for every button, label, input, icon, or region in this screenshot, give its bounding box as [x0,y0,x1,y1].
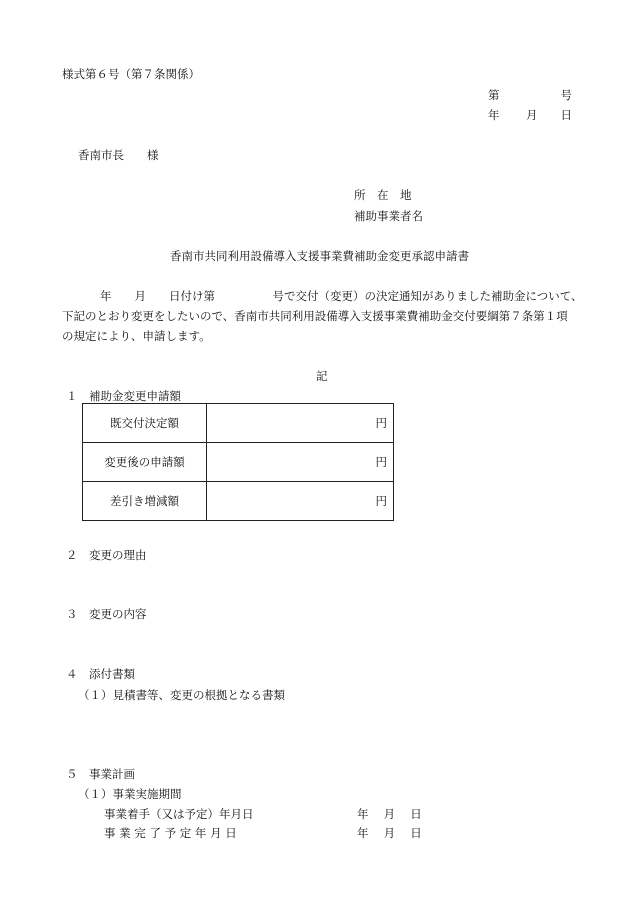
document-title: 香南市共同利用設備導入支援事業費補助金変更承認申請書 [170,249,469,263]
date-year: 年 [488,108,500,122]
start-date-value: 年 月 日 [357,807,422,821]
body-line-1: 年 月 日付け第 号で交付（変更）の決定通知がありました補助金について、 [100,289,583,303]
amount-value-revised: 円 [207,443,394,482]
table-row [83,482,394,521]
amount-label-granted: 既交付決定額 [83,404,207,443]
section-3-title: ３ 変更の内容 [66,607,147,621]
applicant-address-label: 所 在 地 [354,188,412,202]
table-row [83,443,394,482]
start-date-label: 事業着手（又は予定）年月日 [104,807,254,821]
table-row [83,404,394,443]
ki-heading: 記 [316,369,328,383]
amount-value-granted: 円 [207,404,394,443]
section-2-title: ２ 変更の理由 [66,548,147,562]
amount-value-difference: 円 [207,482,394,521]
amount-label-difference: 差引き増減額 [83,482,207,521]
body-line-2: 下記のとおり変更をしたいので、香南市共同利用設備導入支援事業費補助金交付要綱第７条第１項 [62,309,568,323]
end-date-value: 年 月 日 [357,826,422,840]
document-number-line [488,88,572,102]
amount-table [82,403,394,521]
section-5-item-1: （１）事業実施期間 [78,787,182,801]
form-number: 様式第６号（第７条関係） [62,67,200,81]
end-date-label: 事 業 完 了 予 定 年 月 日 [104,826,237,840]
section-4-title: ４ 添付書類 [66,667,135,681]
date-day: 日 [560,108,572,122]
section-5-title: ５ 事業計画 [66,767,135,781]
body-line-3: の規定により、申請します。 [62,329,211,343]
section-1-title: １ 補助金変更申請額 [66,389,181,403]
date-month: 月 [526,108,538,122]
applicant-name-label: 補助事業者名 [354,209,423,223]
doc-number-prefix: 第 [488,88,500,102]
doc-number-suffix: 号 [560,88,572,102]
addressee: 香南市長 様 [78,148,159,162]
section-4-item-1: （１）見積書等、変更の根拠となる書類 [78,688,285,702]
amount-label-revised: 変更後の申請額 [83,443,207,482]
